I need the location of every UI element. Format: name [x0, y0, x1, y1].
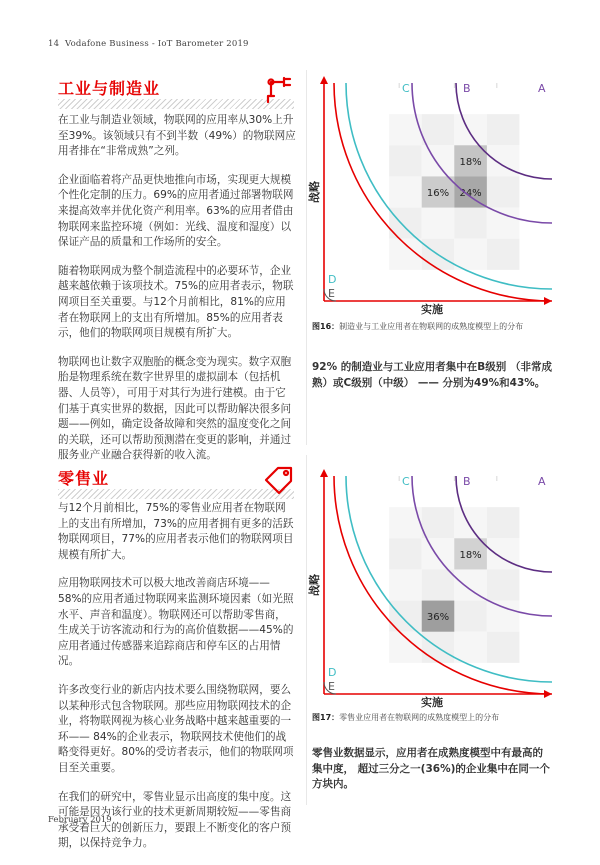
x-axis-title: 实施 — [421, 696, 443, 709]
grid-cell — [454, 507, 487, 538]
paragraph: 随着物联网成为整个制造流程中的必要环节，企业越来越依赖于该项技术。75%的应用者表示，物联网项目至关重要。与12个月前相比，81%的应用者在物联网上的支出有所增加。85%的应用者表示，他们的物联网项目规模有所扩大。 — [58, 264, 294, 340]
maturity-model-chart-manufacturing — [308, 76, 552, 316]
grid-cell — [487, 569, 520, 600]
grid-cell — [454, 239, 487, 270]
section-title-manufacturing: 工业与制造业 — [58, 79, 161, 98]
zone-label: E — [328, 680, 335, 693]
grid-cell — [487, 632, 520, 663]
y-axis-title: 战略 — [308, 181, 321, 203]
x-axis-arrow — [544, 297, 552, 305]
figure-caption-text: 零售业应用者在物联网的成熟度模型上的分布 — [339, 713, 500, 722]
page-footer: February 2019 — [48, 815, 112, 825]
grid-cell — [389, 145, 422, 176]
grid-cell — [454, 208, 487, 239]
publication-title: Vodafone Business - IoT Barometer 2019 — [65, 39, 249, 49]
zone-label: E — [328, 287, 335, 300]
cell-value-label: 18% — [459, 156, 482, 168]
industrial-robot-arm-icon — [262, 72, 296, 106]
cell-value-label: 24% — [459, 188, 482, 199]
grid-cell — [487, 601, 520, 632]
page-number: 14 — [48, 39, 60, 49]
x-axis-arrow — [544, 690, 552, 698]
zone-label: A — [538, 475, 546, 488]
section-body-manufacturing — [58, 113, 296, 477]
zone-label: D — [328, 666, 337, 679]
zone-label: C — [402, 475, 410, 488]
section-hatch-bar — [58, 99, 294, 109]
paragraph: 应用物联网技术可以极大地改善商店环境—— 58%的应用者通过物联网来监测环境因素（如光照水平、声音和温度）。物联网还可以帮助零售商，生成关于访客流动和行为的高价值数据——45%的应用者通过传感器来追踪商店和停车区的占用情况。 — [58, 577, 294, 668]
grid-cell — [454, 569, 487, 600]
section-body-retail — [58, 501, 296, 865]
grid-cell — [389, 538, 422, 569]
paragraph: 在工业与制造业领域，物联网的应用率从30%上升至39%。该领域只有不到半数（49%）的物联网应用者排在“非常成熟”之列。 — [58, 114, 296, 158]
paragraph: 物联网也让数字双胞胎的概念变为现实。数字双胞胎是物理系统在数字世界里的虚拟副本（包括机器、人员等），可用于对其行为进行建模。由于它们基于真实世界的数据，因此可以帮助解决很多问题——例如，确定设备故障和突然的温度变化之间的关联，还可以帮助预测潜在变更的影响，并通过服务业产业融合获得新的收入流。 — [58, 355, 292, 462]
grid-cell — [422, 569, 455, 600]
figure-label: 图16： — [312, 322, 340, 331]
grid-cell — [389, 569, 422, 600]
cell-value-label: 36% — [426, 612, 450, 624]
zone-label: A — [538, 82, 546, 95]
figure-caption-text: 制造业与工业应用者在物联网的成熟度模型上的分布 — [339, 322, 524, 331]
paragraph: 在我们的研究中，零售业显示出高度的集中度。这可能是因为该行业的技术更新周期较短——零售商承受着巨大的创新压力，要跟上不断变化的客户预期，以保持竞争力。 — [58, 790, 292, 850]
grid-cell — [487, 114, 520, 145]
figure-caption — [312, 712, 557, 723]
grid-cell — [422, 145, 455, 176]
callout-text: 零售业数据显示，应用者在成熟度模型中有最高的集中度， 超过三分之一(36%)的企业集中在同一个方块内。 — [312, 747, 550, 790]
grid-cell — [422, 538, 455, 569]
grid-cell — [487, 176, 520, 207]
maturity-model-chart-retail — [308, 469, 552, 709]
zone-label: C — [402, 82, 410, 95]
grid-cell — [487, 208, 520, 239]
section-title-retail: 零售业 — [58, 469, 110, 488]
grid-cell — [454, 114, 487, 145]
x-axis-title: 实施 — [421, 303, 443, 316]
cell-value-label: 18% — [459, 549, 482, 561]
grid-cell — [487, 507, 520, 538]
zone-label: B — [463, 82, 471, 95]
grid-cell — [389, 176, 422, 207]
zone-label: B — [463, 475, 471, 488]
grid-cell — [454, 632, 487, 663]
y-axis-title: 战略 — [308, 574, 321, 596]
column-divider — [306, 70, 307, 445]
grid-cell — [487, 239, 520, 270]
callout-text: 92% 的制造业与工业应用者集中在B级别 （非常成熟）或C级别（中级） —— 分别为49%和43%。 — [312, 361, 552, 389]
grid-cell — [422, 114, 455, 145]
grid-cell — [422, 507, 455, 538]
column-divider — [306, 455, 307, 805]
page-header — [48, 39, 249, 49]
section-hatch-bar — [58, 489, 294, 499]
y-axis-arrow — [320, 76, 328, 84]
paragraph: 企业面临着将产品更快地推向市场，实现更大规模个性化定制的压力。69%的应用者通过部署物联网来提高效率并优化资产利用率。63%的应用者借由物联网来监控环境（例如：光线、温度和湿度）以保证产品的质量和工作场所的安全。 — [58, 173, 294, 249]
cell-value-label: 16% — [426, 188, 450, 199]
paragraph: 与12个月前相比，75%的零售业应用者在物联网上的支出有所增加，73%的应用者拥有更多的活跃物联网项目，77%的应用者表示他们的物联网项目规模有所扩大。 — [58, 502, 294, 561]
grid-cell — [454, 601, 487, 632]
zone-label: D — [328, 273, 337, 286]
price-tag-icon — [262, 462, 296, 496]
paragraph: 许多改变行业的新店内技术要么围绕物联网，要么以某种形式包含物联网。那些应用物联网技术的企业，将物联网视为核心业务战略中越来越重要的一环—— 84%的企业表示，物联网技术使他们的战略变得更好。80%的受访者表示，他们的物联网项目至关重要。 — [58, 683, 294, 774]
figure-label: 图17： — [312, 713, 340, 722]
y-axis-arrow — [320, 469, 328, 477]
figure-caption — [312, 321, 557, 332]
grid-cell — [422, 208, 455, 239]
